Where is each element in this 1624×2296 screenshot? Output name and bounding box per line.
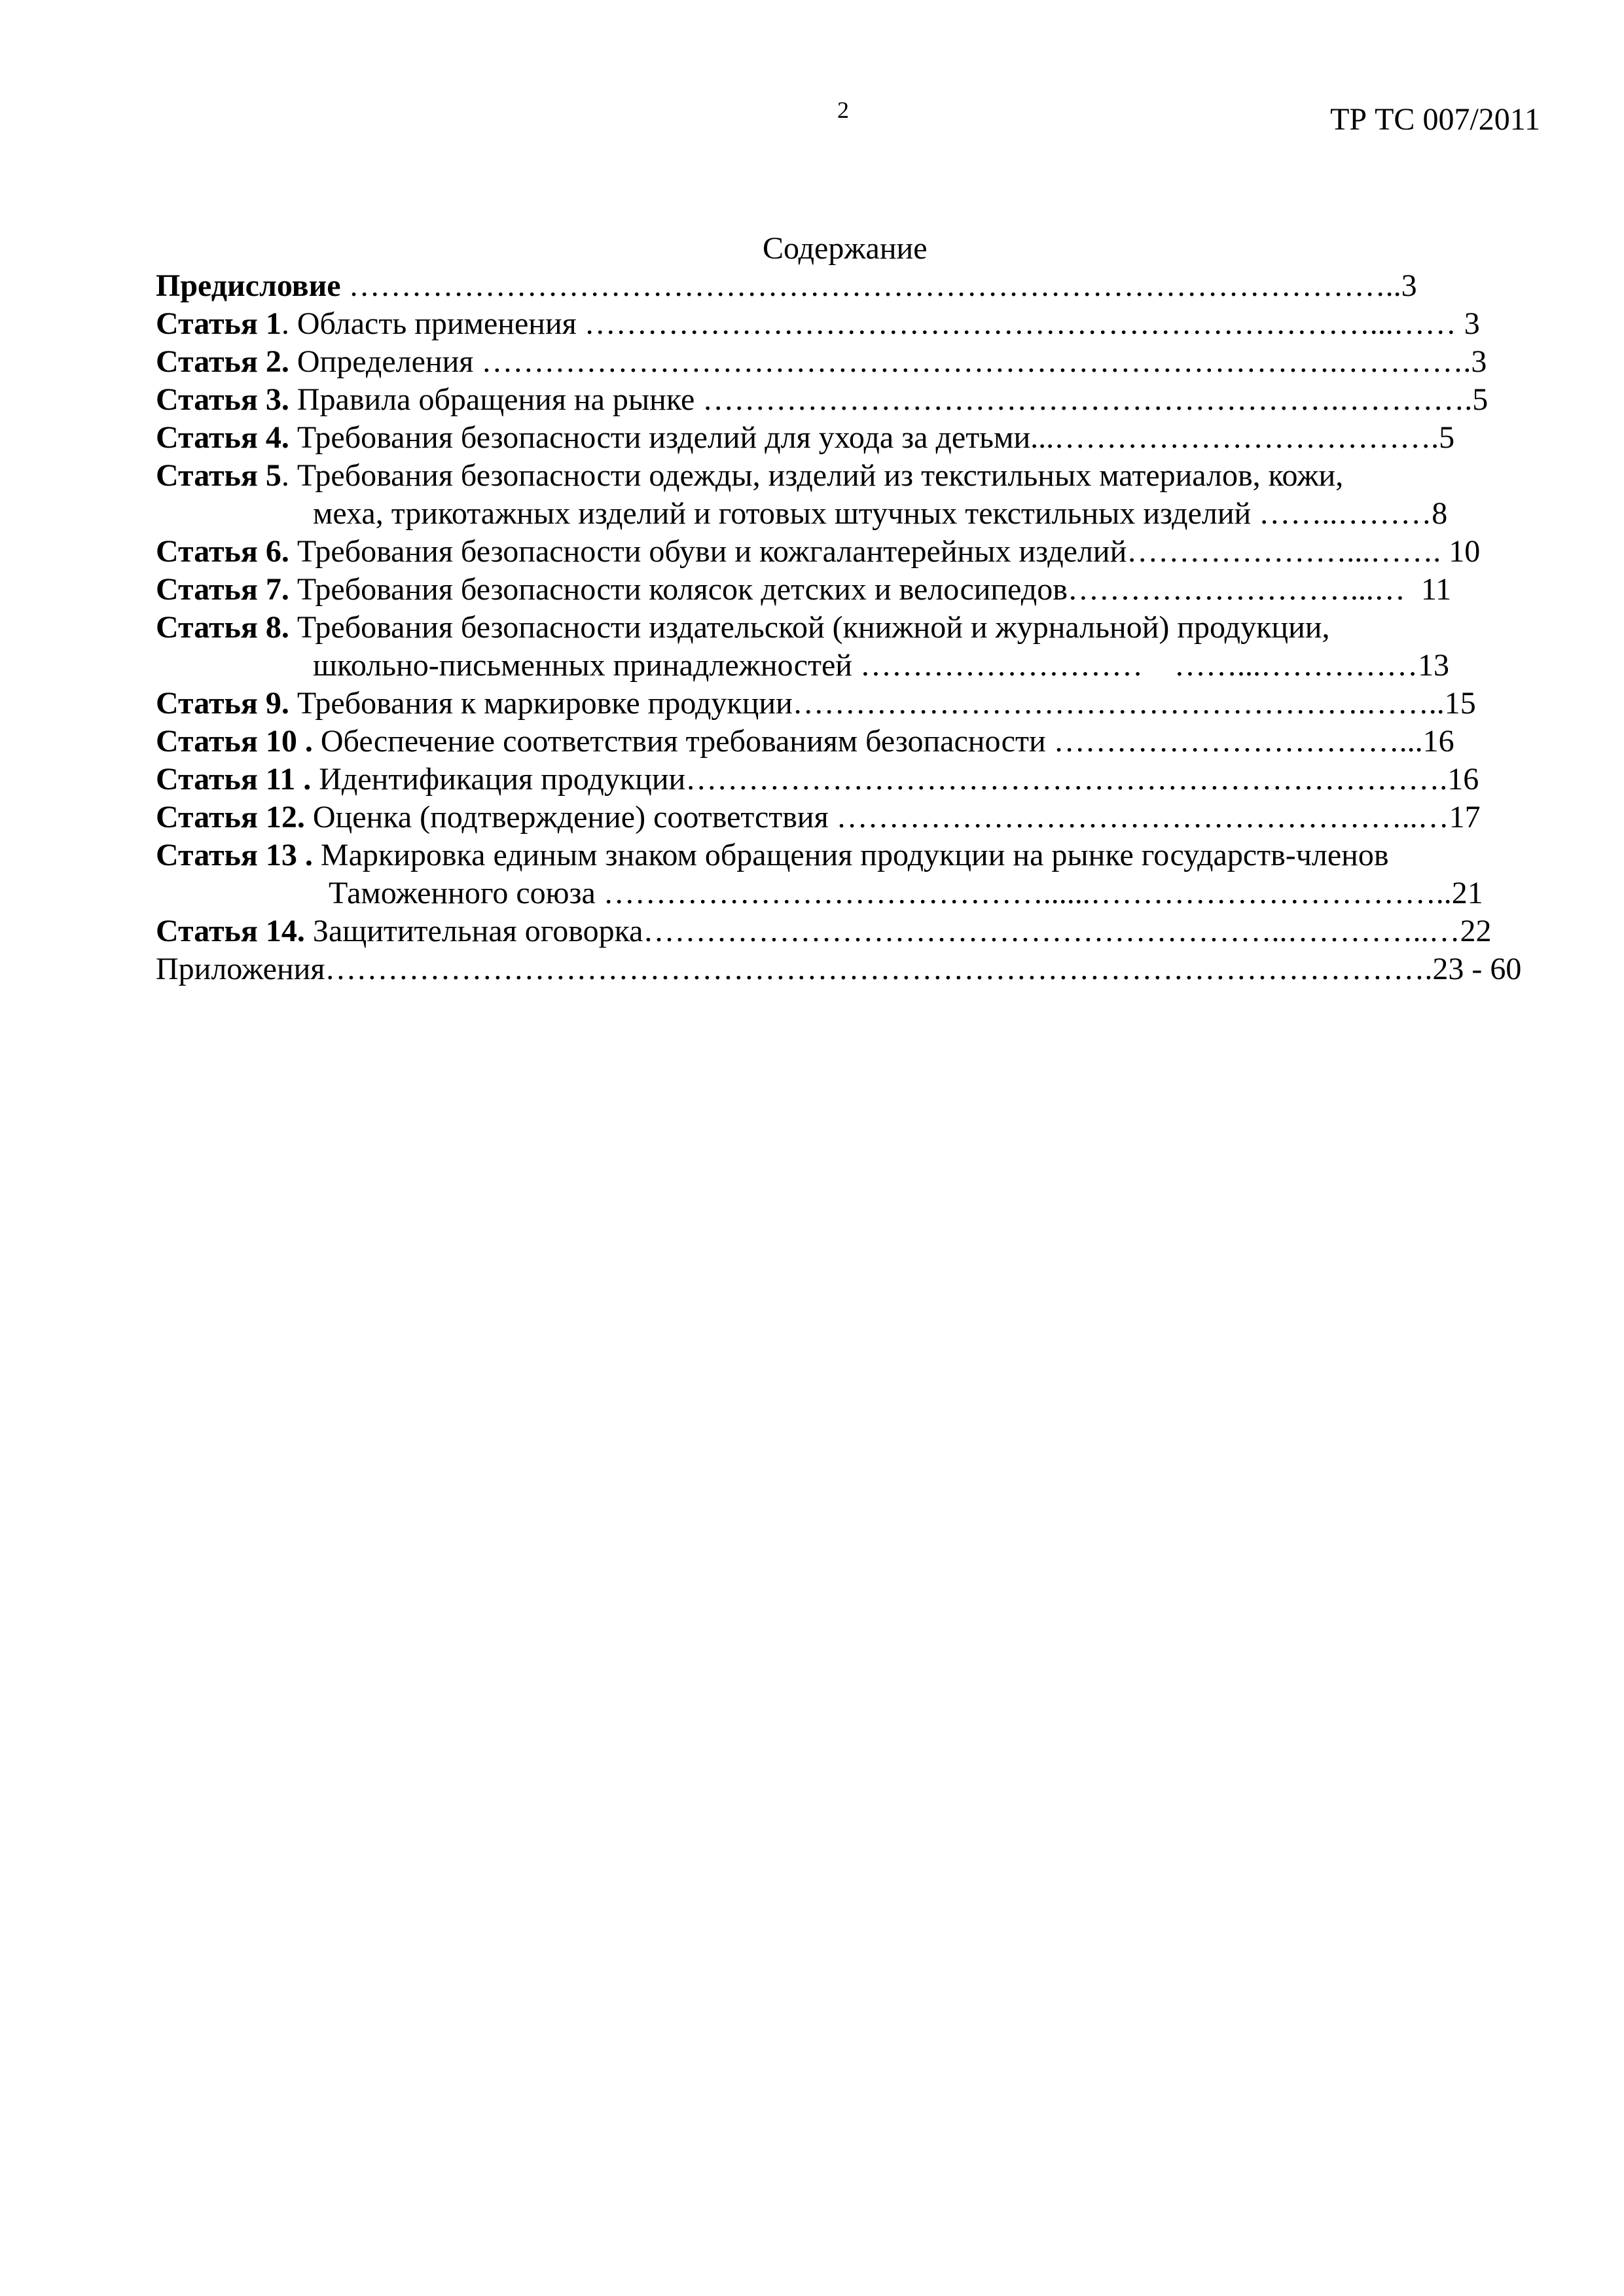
- toc-entry-article-5-continued[interactable]: меха, трикотажных изделий и готовых штучных текстильных изделий ……..………8: [313, 496, 1448, 531]
- toc-entry-foreword[interactable]: Предисловие ………………………………………………………………………………………..3: [156, 268, 1417, 303]
- toc-entry-article-3[interactable]: Статья 3. Правила обращения на рынке …………………………………………………….………….5: [156, 382, 1489, 417]
- page-number: 2: [837, 97, 849, 123]
- toc-entry-article-10[interactable]: Статья 10 . Обеспечение соответствия требованиям безопасности ……………………………...16: [156, 724, 1454, 759]
- toc-entry-article-9[interactable]: Статья 9. Требования к маркировке продукции……………………………………………….……..15: [156, 686, 1476, 721]
- toc-entry-article-7[interactable]: Статья 7. Требования безопасности колясок детских и велосипедов………………………...… 11: [156, 572, 1452, 607]
- toc-entry-article-13[interactable]: Статья 13 . Маркировка единым знаком обращения продукции на рынке государств-членов: [156, 838, 1389, 872]
- toc-entry-article-4[interactable]: Статья 4. Требования безопасности изделий для ухода за детьми...……………………………….5: [156, 420, 1455, 455]
- toc-title: Содержание: [763, 231, 928, 266]
- toc-entry-article-2[interactable]: Статья 2. Определения ……………………………………………………………………….………….3: [156, 344, 1487, 379]
- toc-entry-article-5[interactable]: Статья 5. Требования безопасности одежды, изделий из текстильных материалов, кожи,: [156, 458, 1344, 493]
- toc-entry-article-13-continued[interactable]: Таможенного союза ……………………………………......……………………………..21: [329, 876, 1483, 910]
- table-of-contents: [156, 267, 1522, 988]
- toc-entry-article-14[interactable]: Статья 14. Защитительная оговорка……………………………………………………..…………..…22: [156, 914, 1492, 948]
- toc-entry-article-8-continued[interactable]: школьно-письменных принадлежностей ……………………… ……...……………13: [313, 648, 1449, 683]
- toc-entry-article-8[interactable]: Статья 8. Требования безопасности издательской (книжной и журнальной) продукции,: [156, 610, 1330, 645]
- toc-entry-article-6[interactable]: Статья 6. Требования безопасности обуви и кожгалантерейных изделий…………………...……. 10: [156, 534, 1481, 569]
- toc-entry-article-11[interactable]: Статья 11 . Идентификация продукции……………………………………………………………….16: [156, 762, 1479, 797]
- toc-entry-appendices[interactable]: Приложения…………………………………………………………………………………………….23 - 60: [156, 952, 1522, 986]
- document-code: ТР ТС 007/2011: [1330, 102, 1540, 137]
- toc-entry-article-1[interactable]: Статья 1. Область применения …………………………………………………………………...…… 3: [156, 306, 1480, 341]
- toc-entry-article-12[interactable]: Статья 12. Оценка (подтверждение) соответствия ………………………………………………..…17: [156, 800, 1481, 834]
